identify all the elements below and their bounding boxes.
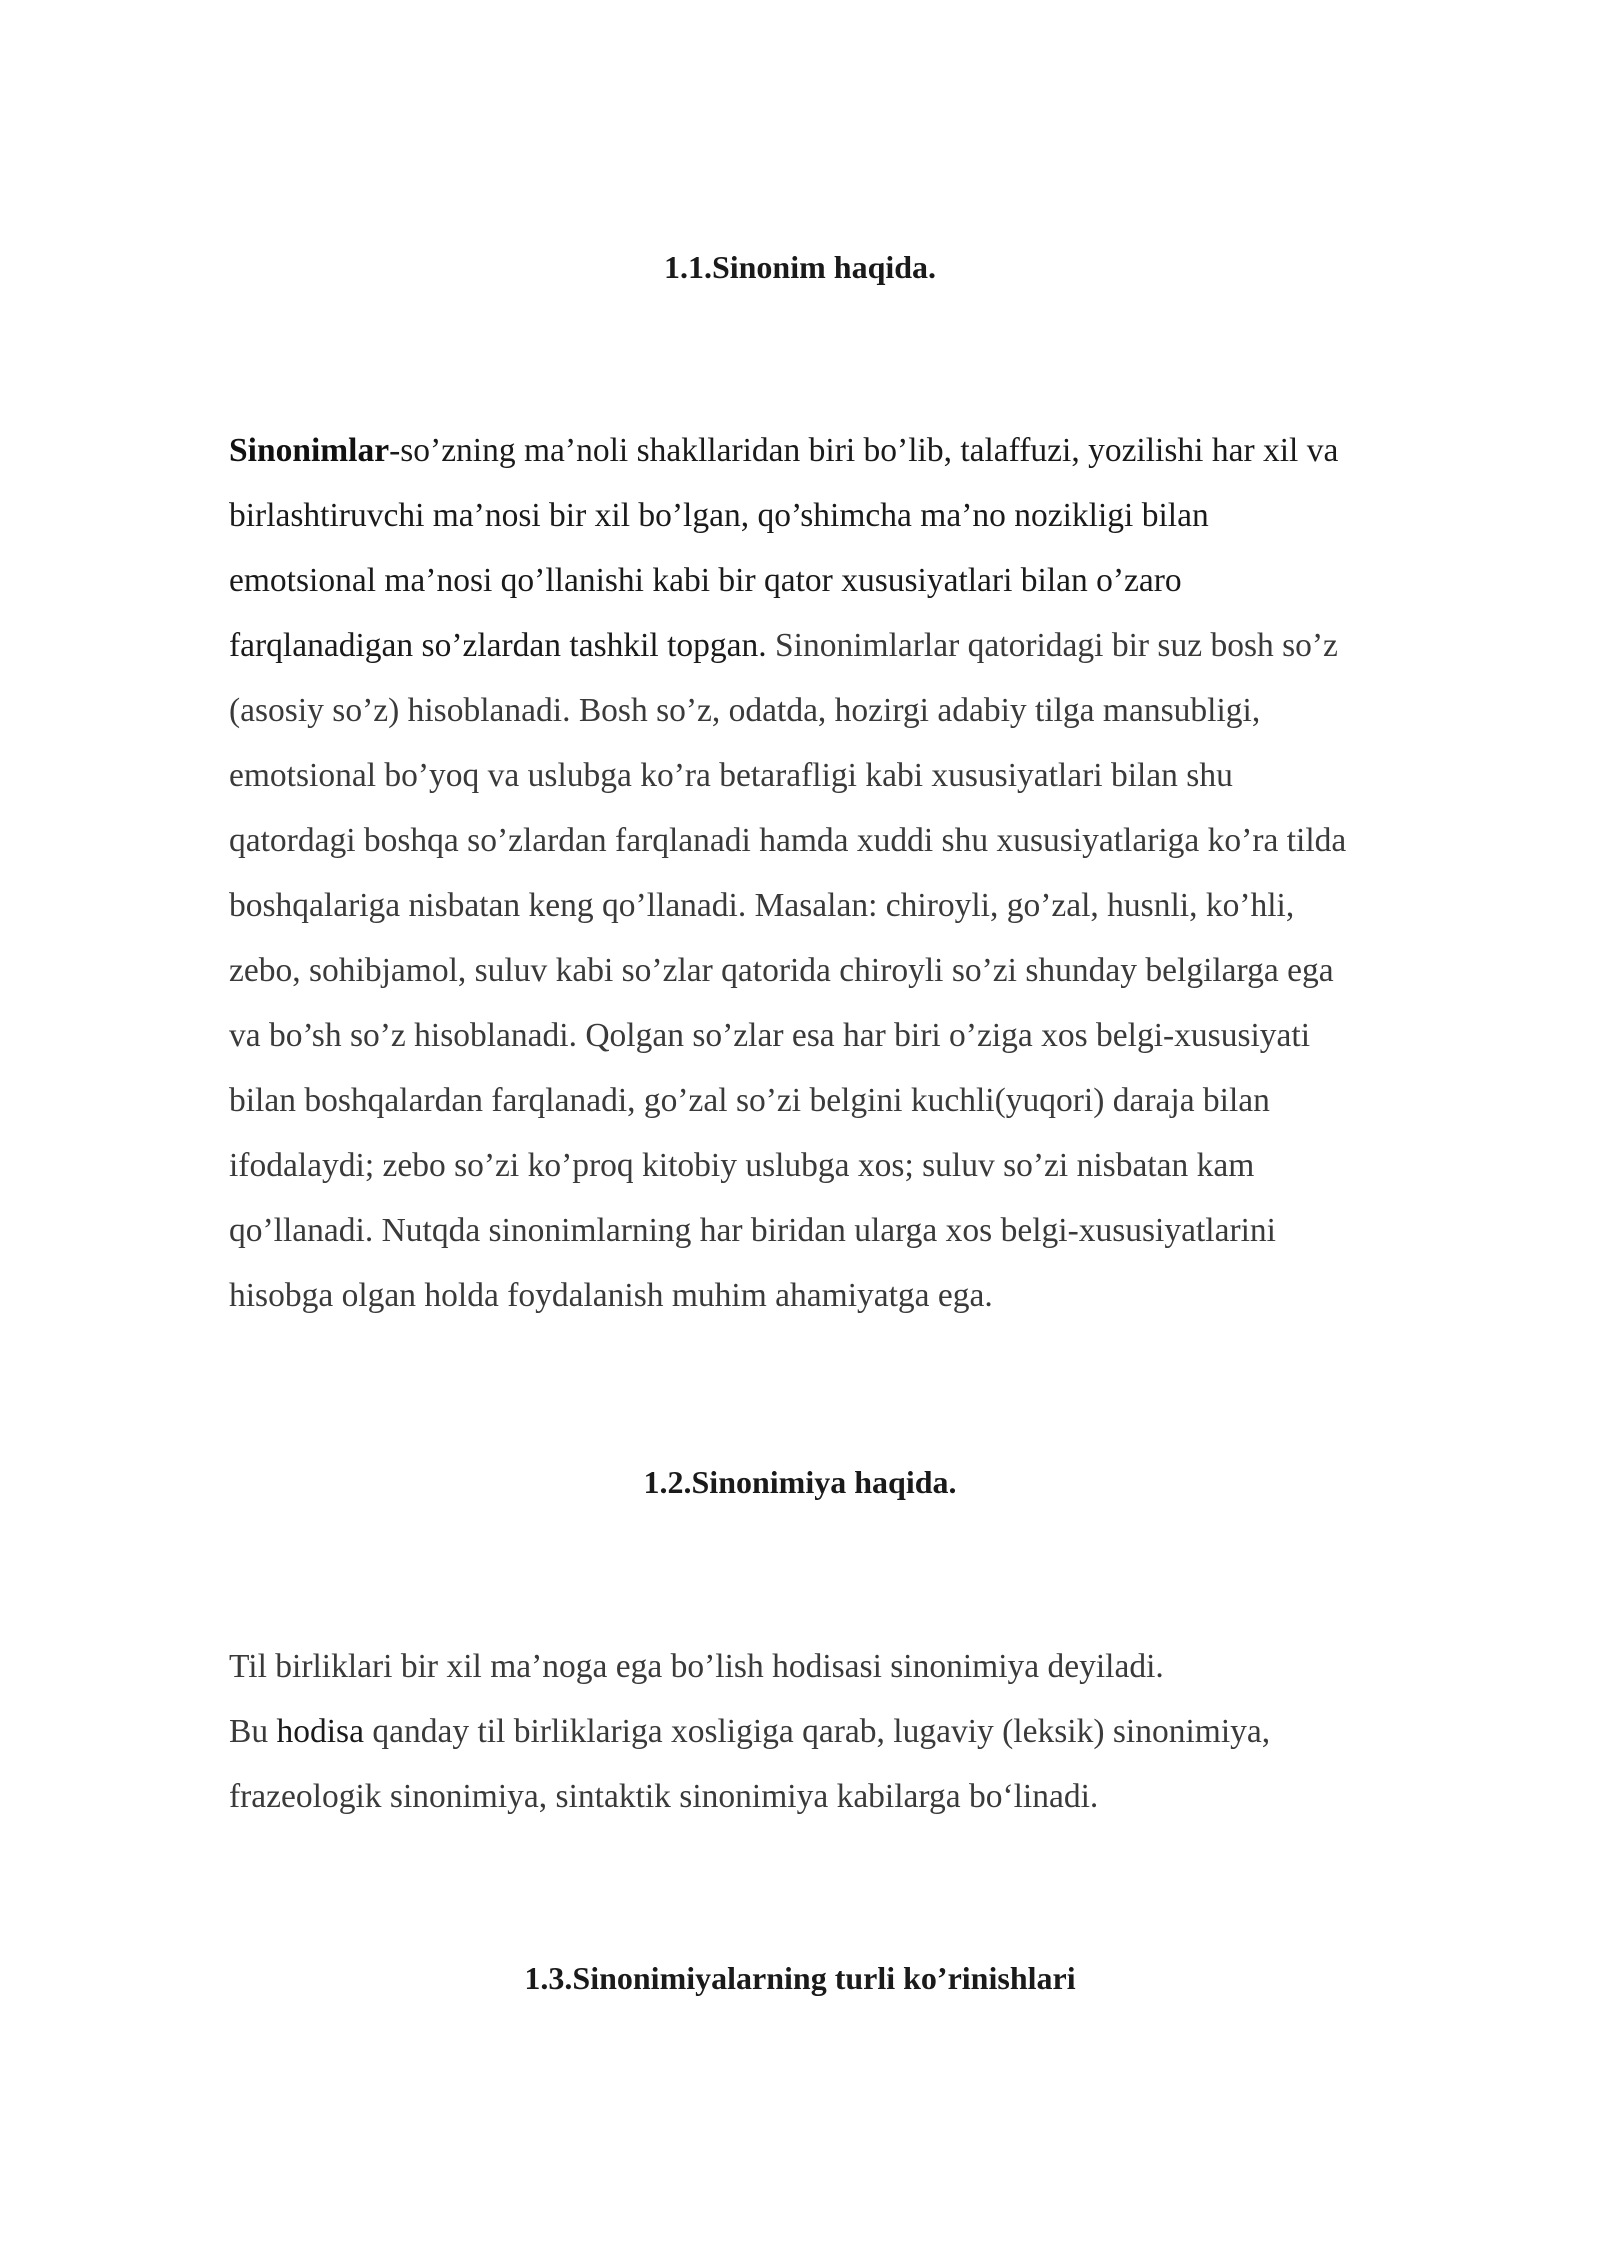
paragraph-line: Til birliklari bir xil ma’noga ega bo’lish hodisasi sinonimiya deyiladi.	[229, 1648, 1164, 1685]
paragraph-line: qo’llanadi. Nutqda sinonimlarning har biridan ularga xos belgi-xususiyatlarini	[229, 1212, 1276, 1249]
paragraph-line: Bu hodisa qanday til birliklariga xosligiga qarab, lugaviy (leksik) sinonimiya,	[229, 1713, 1271, 1750]
section-1-heading: 1.1.Sinonim haqida.	[663, 249, 937, 285]
section-2-heading: 1.2.Sinonimiya haqida.	[643, 1464, 957, 1500]
paragraph-line: Sinonimlar-so’zning ma’noli shakllaridan biri bo’lib, talaffuzi, yozilishi har xil va	[229, 432, 1339, 469]
paragraph-line: zebo, sohibjamol, suluv kabi so’zlar qatorida chiroyli so’zi shunday belgilarga ega	[229, 952, 1334, 989]
section-2-paragraph	[229, 1634, 1499, 1829]
paragraph-line: qatordagi boshqa so’zlardan farqlanadi hamda xuddi shu xususiyatlariga ko’ra tilda	[229, 822, 1347, 859]
paragraph-line: birlashtiruvchi ma’nosi bir xil bo’lgan, qo’shimcha ma’no nozikligi bilan	[229, 497, 1209, 534]
section-3-heading: 1.3.Sinonimiyalarning turli ko’rinishlari	[524, 1960, 1076, 1996]
term-sinonimlar: Sinonimlar	[229, 432, 390, 469]
paragraph-line: ifodalaydi; zebo so’zi ko’proq kitobiy uslubga xos; suluv so’zi nisbatan kam	[229, 1147, 1255, 1184]
paragraph-line: frazeologik sinonimiya, sintaktik sinonimiya kabilarga bo‘linadi.	[229, 1778, 1099, 1815]
paragraph-line: farqlanadigan so’zlardan tashkil topgan. Sinonimlarlar qatoridagi bir suz bosh so’z	[229, 627, 1338, 664]
paragraph-line: hisobga olgan holda foydalanish muhim ahamiyatga ega.	[229, 1277, 993, 1314]
paragraph-line: boshqalariga nisbatan keng qo’llanadi. Masalan: chiroyli, go’zal, husnli, ko’hli,	[229, 887, 1295, 924]
paragraph-line: va bo’sh so’z hisoblanadi. Qolgan so’zlar esa har biri o’ziga xos belgi-xususiyati	[229, 1017, 1311, 1054]
paragraph-line: bilan boshqalardan farqlanadi, go’zal so’zi belgini kuchli(yuqori) daraja bilan	[229, 1082, 1270, 1119]
section-1-paragraph	[229, 418, 1499, 1328]
paragraph-line: (asosiy so’z) hisoblanadi. Bosh so’z, odatda, hozirgi adabiy tilga mansubligi,	[229, 692, 1261, 729]
paragraph-line: emotsional ma’nosi qo’llanishi kabi bir qator xususiyatlari bilan o’zaro	[229, 562, 1182, 599]
paragraph-line: emotsional bo’yoq va uslubga ko’ra betarafligi kabi xususiyatlari bilan shu	[229, 757, 1233, 794]
